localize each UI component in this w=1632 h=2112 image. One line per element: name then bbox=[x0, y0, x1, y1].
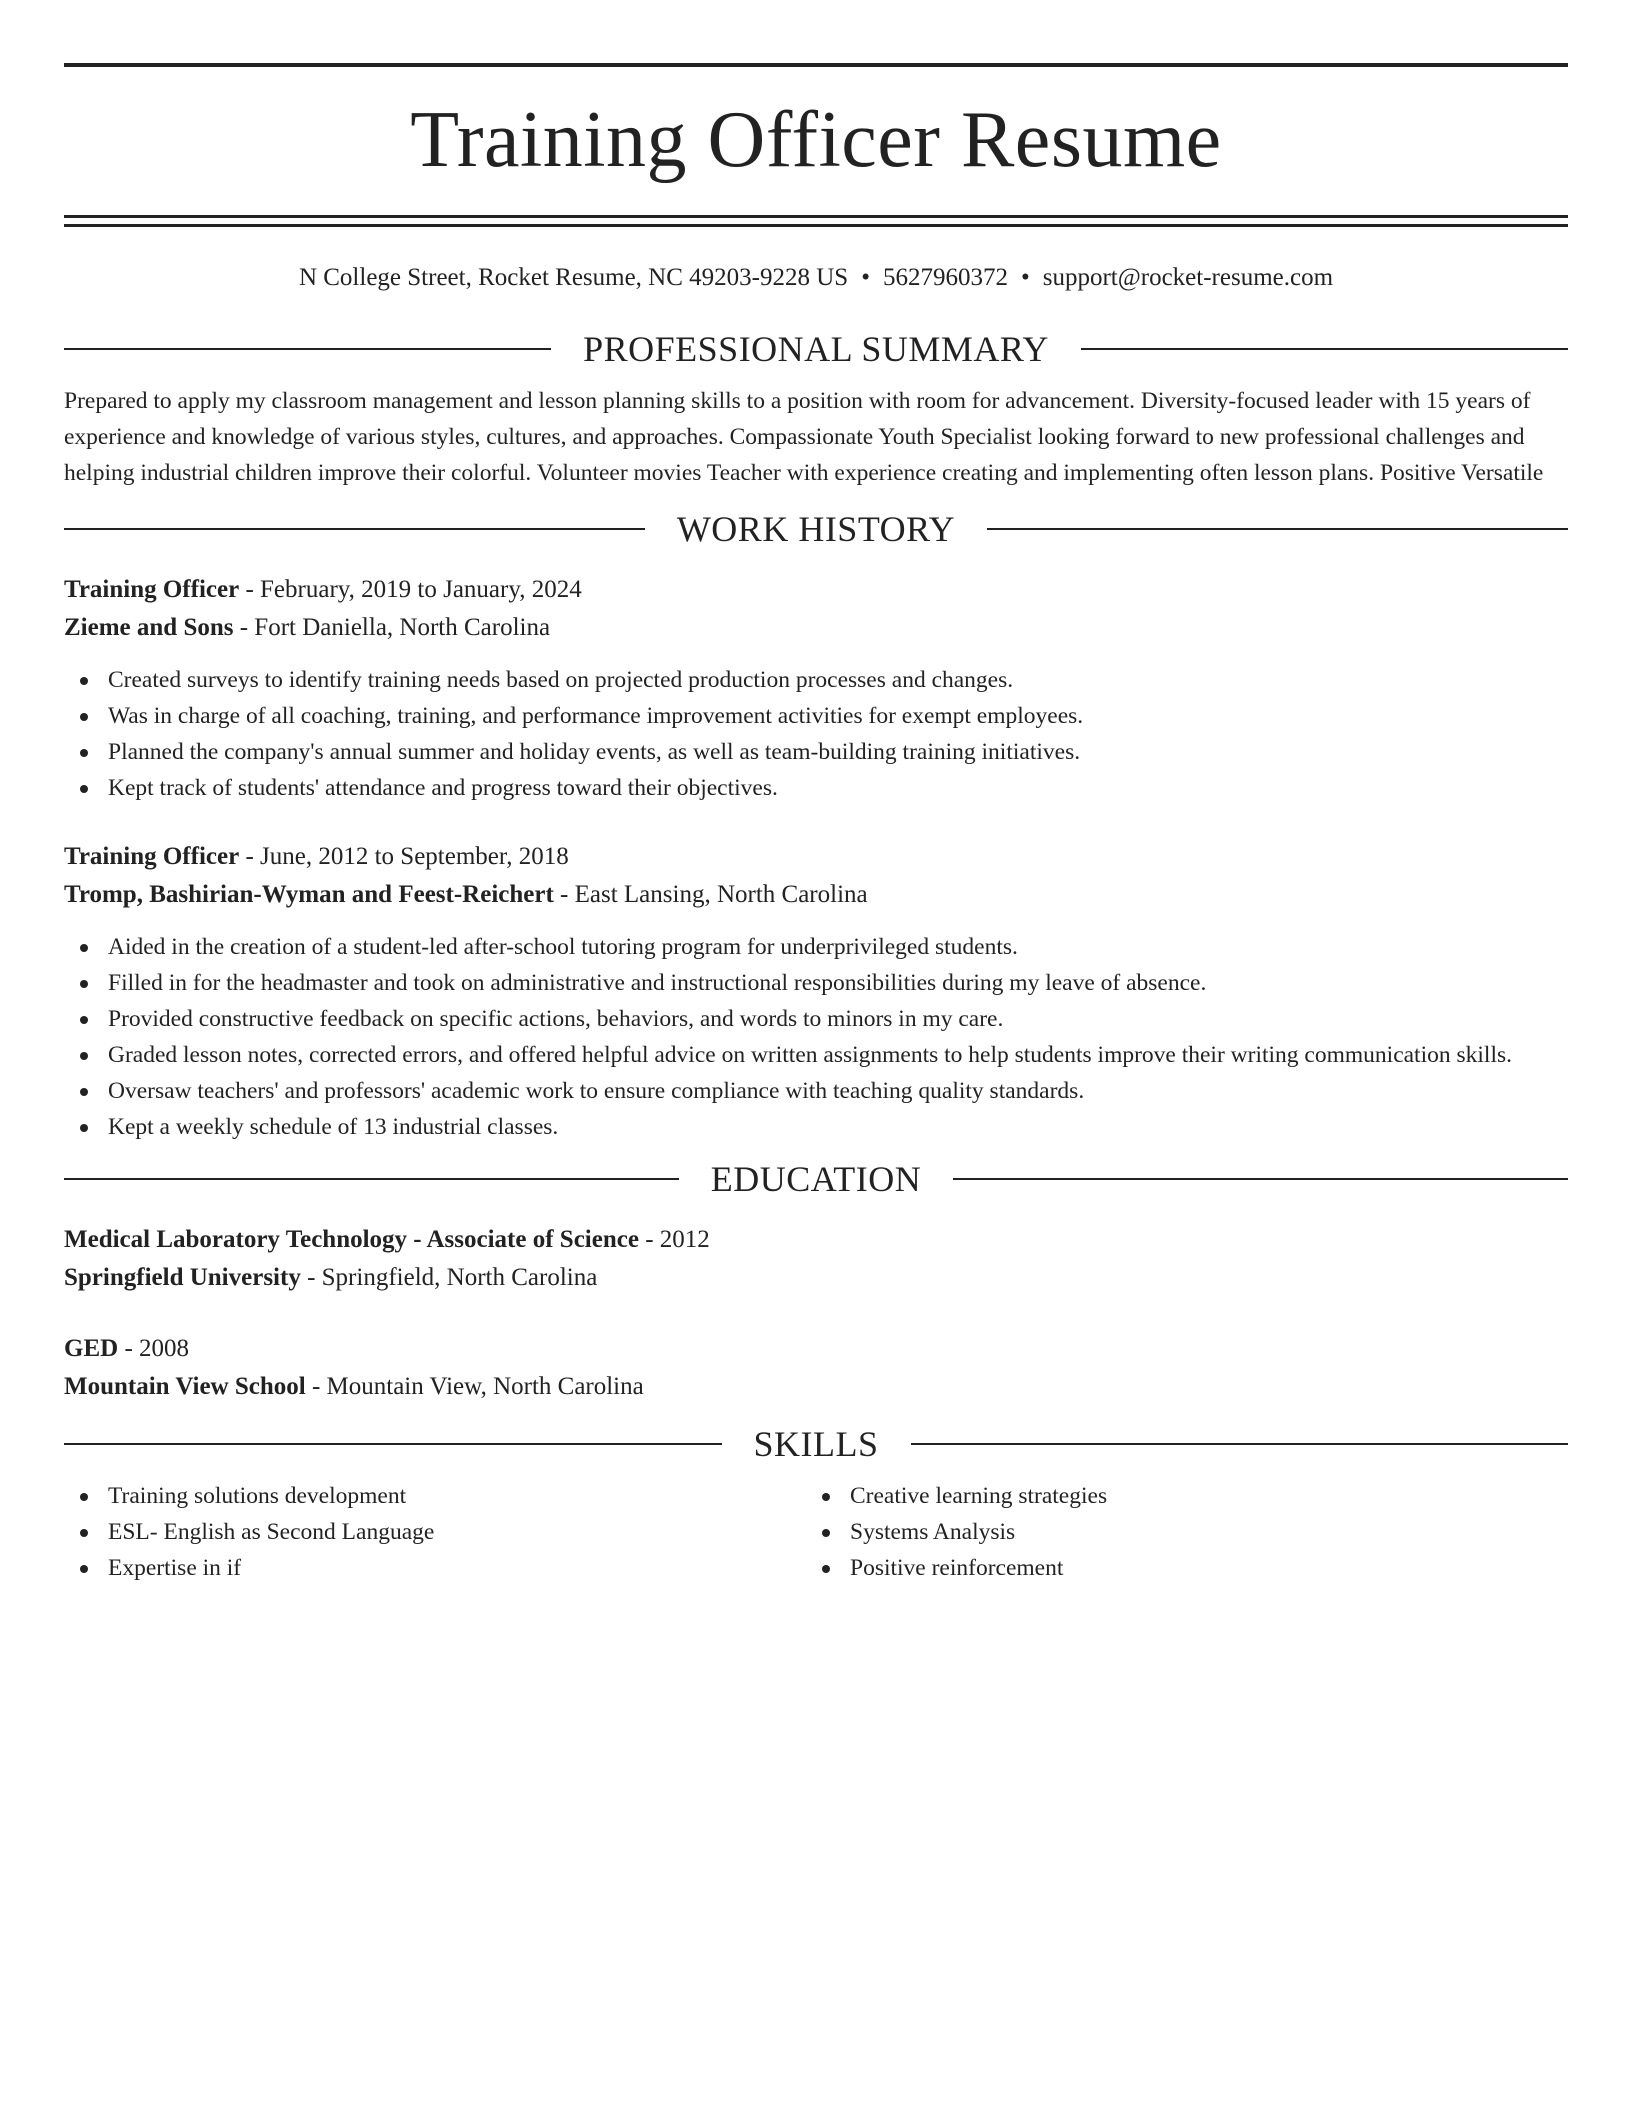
bullet-icon bbox=[80, 1124, 88, 1132]
education-location: - Mountain View, North Carolina bbox=[305, 1373, 644, 1400]
contact-line bbox=[64, 263, 1568, 293]
heading-rule bbox=[1081, 348, 1568, 350]
education-degree: Medical Laboratory Technology - Associate of Science bbox=[64, 1226, 639, 1253]
resume-page bbox=[64, 63, 1568, 1586]
skill-text: Positive reinforcement bbox=[850, 1555, 1064, 1581]
list-item bbox=[64, 1514, 806, 1550]
resume-title: Training Officer Resume bbox=[410, 96, 1222, 184]
list-item bbox=[64, 929, 1568, 965]
job-title: Training Officer bbox=[64, 843, 240, 870]
contact-email: support@rocket-resume.com bbox=[1042, 264, 1334, 291]
bullet-icon bbox=[822, 1565, 830, 1573]
skill-text: ESL- English as Second Language bbox=[108, 1519, 435, 1545]
list-item bbox=[64, 1037, 1568, 1073]
section-heading-work-history bbox=[64, 507, 1568, 551]
bullet-icon bbox=[80, 944, 88, 952]
job-title: Training Officer bbox=[64, 576, 240, 603]
education-year: - 2012 bbox=[638, 1226, 710, 1253]
section-title: PROFESSIONAL SUMMARY bbox=[583, 329, 1049, 369]
list-item bbox=[64, 1073, 1568, 1109]
job-entry bbox=[64, 571, 1568, 806]
bullet-icon bbox=[80, 677, 88, 685]
bullet-text: Kept a weekly schedule of 13 industrial classes. bbox=[108, 1114, 559, 1140]
education-degree-line bbox=[64, 1330, 1568, 1368]
bullet-text: Planned the company's annual summer and holiday events, as well as team-building training initiatives. bbox=[108, 739, 1081, 765]
job-bullet-list bbox=[64, 662, 1568, 806]
education-degree-line bbox=[64, 1221, 1568, 1259]
education-school-line bbox=[64, 1368, 1568, 1406]
list-item bbox=[64, 1109, 1568, 1145]
bullet-text: Created surveys to identify training needs based on projected production processes and changes. bbox=[108, 667, 1014, 693]
job-location: - East Lansing, North Carolina bbox=[553, 881, 868, 908]
list-item bbox=[64, 734, 1568, 770]
skills-column-right bbox=[806, 1478, 1548, 1586]
list-item bbox=[64, 1001, 1568, 1037]
section-heading-skills bbox=[64, 1422, 1568, 1466]
contact-phone: 5627960372 bbox=[882, 264, 1008, 291]
job-dates: - February, 2019 to January, 2024 bbox=[239, 576, 582, 603]
job-company-line bbox=[64, 876, 1568, 914]
list-item bbox=[806, 1514, 1548, 1550]
education-entry bbox=[64, 1221, 1568, 1297]
list-item bbox=[64, 1550, 806, 1586]
bullet-text: Kept track of students' attendance and progress toward their objectives. bbox=[108, 775, 778, 801]
bullet-icon bbox=[80, 1493, 88, 1501]
job-title-line bbox=[64, 838, 1568, 876]
heading-rule bbox=[64, 348, 551, 350]
title-double-rule bbox=[64, 215, 1568, 227]
bullet-text: Graded lesson notes, corrected errors, and offered helpful advice on written assignments to help students improve their writing communication skills. bbox=[108, 1042, 1512, 1068]
education-degree: GED bbox=[64, 1335, 119, 1362]
top-rule bbox=[64, 63, 1568, 67]
education-year: - 2008 bbox=[118, 1335, 190, 1362]
section-title: WORK HISTORY bbox=[676, 509, 956, 549]
list-item bbox=[64, 770, 1568, 806]
job-bullet-list bbox=[64, 929, 1568, 1145]
contact-address: N College Street, Rocket Resume, NC 49203-9228 US bbox=[298, 264, 849, 291]
heading-rule bbox=[64, 528, 645, 530]
bullet-icon bbox=[80, 1529, 88, 1537]
list-item bbox=[64, 965, 1568, 1001]
list-item bbox=[64, 662, 1568, 698]
skill-text: Training solutions development bbox=[108, 1483, 407, 1509]
list-item bbox=[806, 1550, 1548, 1586]
bullet-text: Oversaw teachers' and professors' academic work to ensure compliance with teaching quality standards. bbox=[108, 1078, 1085, 1104]
bullet-icon bbox=[822, 1493, 830, 1501]
education-location: - Springfield, North Carolina bbox=[300, 1264, 598, 1291]
section-heading-education bbox=[64, 1157, 1568, 1201]
education-school-line bbox=[64, 1259, 1568, 1297]
bullet-text: Provided constructive feedback on specific actions, behaviors, and words to minors in my care. bbox=[108, 1006, 1004, 1032]
bullet-icon bbox=[80, 980, 88, 988]
contact-separator: • bbox=[861, 264, 870, 291]
bullet-icon bbox=[80, 749, 88, 757]
bullet-text: Was in charge of all coaching, training, and performance improvement activities for exempt employees. bbox=[108, 703, 1084, 729]
skill-text: Expertise in if bbox=[108, 1555, 242, 1581]
bullet-icon bbox=[80, 1565, 88, 1573]
job-company: Tromp, Bashirian-Wyman and Feest-Reichert bbox=[64, 881, 554, 908]
summary-text: Prepared to apply my classroom management and lesson planning skills to a position with room for advancement. Diversity-focused leader with 15 years of experience and knowledge of various styles, cultures, and approaches. Compassionate Youth Specialist looking forward to new professional challenges and helping industrial children improve their colorful. Volunteer movies Teacher with experience creating and implementing often lesson plans. Positive Versatile bbox=[64, 388, 1544, 486]
job-dates: - June, 2012 to September, 2018 bbox=[239, 843, 569, 870]
bullet-text: Filled in for the headmaster and took on administrative and instructional responsibilities during my leave of absence. bbox=[108, 970, 1207, 996]
bullet-icon bbox=[80, 1016, 88, 1024]
heading-rule bbox=[64, 1178, 679, 1180]
skills-column-left bbox=[64, 1478, 806, 1586]
heading-rule bbox=[953, 1178, 1568, 1180]
job-location: - Fort Daniella, North Carolina bbox=[233, 614, 551, 641]
skill-text: Systems Analysis bbox=[850, 1519, 1016, 1545]
section-title: EDUCATION bbox=[710, 1159, 922, 1199]
education-entry bbox=[64, 1330, 1568, 1406]
heading-rule bbox=[911, 1443, 1569, 1445]
heading-rule bbox=[987, 528, 1568, 530]
job-entry bbox=[64, 838, 1568, 1145]
bullet-icon bbox=[80, 785, 88, 793]
bullet-icon bbox=[80, 1088, 88, 1096]
list-item bbox=[64, 698, 1568, 734]
section-heading-summary bbox=[64, 327, 1568, 371]
list-item bbox=[64, 1478, 806, 1514]
bullet-icon bbox=[80, 713, 88, 721]
contact-separator: • bbox=[1020, 264, 1030, 291]
job-company: Zieme and Sons bbox=[64, 614, 234, 641]
job-company-line bbox=[64, 609, 1568, 647]
section-title: SKILLS bbox=[753, 1424, 879, 1464]
bullet-icon bbox=[822, 1529, 830, 1537]
skill-text: Creative learning strategies bbox=[850, 1483, 1108, 1509]
education-school: Mountain View School bbox=[64, 1373, 306, 1400]
list-item bbox=[806, 1478, 1548, 1514]
skills-grid bbox=[64, 1478, 1568, 1586]
bullet-icon bbox=[80, 1052, 88, 1060]
job-title-line bbox=[64, 571, 1568, 609]
heading-rule bbox=[64, 1443, 722, 1445]
education-school: Springfield University bbox=[64, 1264, 301, 1291]
bullet-text: Aided in the creation of a student-led after-school tutoring program for underprivileged students. bbox=[108, 934, 1018, 960]
